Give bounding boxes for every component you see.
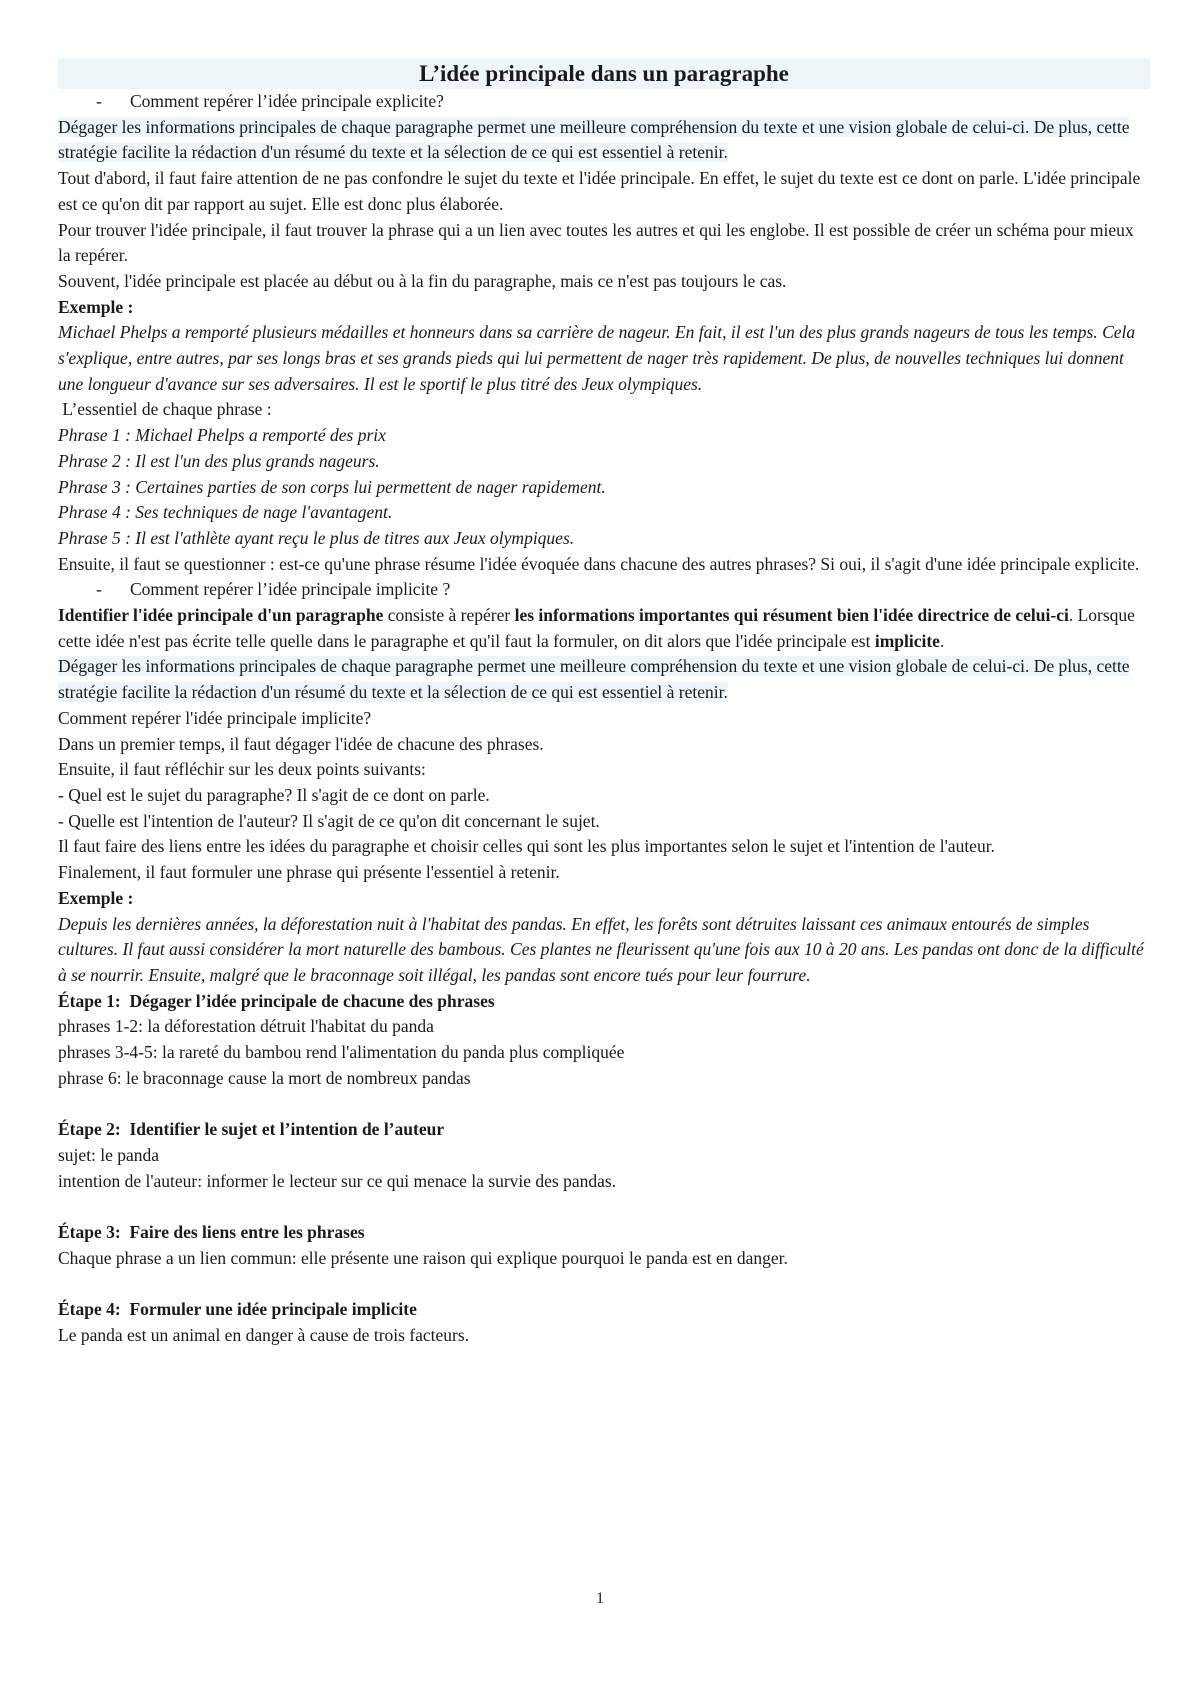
method-line: Il faut faire des liens entre les idées du paragraphe et choisir celles qui sont les plus importantes selon le sujet et l'intention de l'auteur.	[58, 836, 995, 857]
method-line: Comment repérer l'idée principale implicite?	[58, 707, 372, 728]
method-line: Dans un premier temps, il faut dégager l'idée de chacune des phrases.	[58, 733, 544, 754]
intro-paragraph-1: Dégager les informations principales de chaque paragraphe permet une meilleure compréhension du texte et une vision globale de celui-ci. De plus, cette stratégie facilite la rédaction d'un résumé du texte et la sélection de ce qui est essentiel à retenir.	[58, 116, 1130, 163]
method-line: - Quelle est l'intention de l'auteur? Il s'agit de ce qu'on dit concernant le sujet.	[58, 810, 600, 831]
question-implicite: - Comment repérer l’idée principale implicite ?	[96, 579, 451, 600]
phrase-item: Phrase 3 : Certaines parties de son corps lui permettent de nager rapidement.	[58, 476, 606, 497]
document-body	[58, 58, 1150, 1348]
example-label-1: Exemple :	[58, 296, 134, 317]
method-line: Finalement, il faut formuler une phrase qui présente l'essentiel à retenir.	[58, 862, 560, 883]
paragraph-identifier: Identifier l'idée principale d'un paragraphe consiste à repérer les informations importantes qui résument bien l'idée directrice de celui-ci. Lorsque cette idée n'est pas écrite telle quelle dans le paragraphe et qu'il faut la formuler, on dit alors que l'idée principale est implicite.	[58, 605, 1135, 651]
question-explicite: - Comment repérer l’idée principale explicite?	[96, 91, 444, 111]
page-number: 1	[596, 1590, 604, 1607]
etape-1-line: phrases 3-4-5: la rareté du bambou rend l'alimentation du panda plus compliquée	[58, 1042, 625, 1063]
paragraph-sujet: Tout d'abord, il faut faire attention de ne pas confondre le sujet du texte et l'idée principale. En effet, le sujet du texte est ce dont on parle. L'idée principale est ce qu'on dit par rapport au sujet. Elle est donc plus élaborée.	[58, 168, 1141, 214]
method-line: - Quel est le sujet du paragraphe? Il s'agit de ce dont on parle.	[58, 784, 490, 805]
etape-3-heading: Étape 3: Faire des liens entre les phrases	[58, 1221, 365, 1242]
essentiel-label: L’essentiel de chaque phrase :	[58, 399, 272, 420]
etape-3-line: Chaque phrase a un lien commun: elle présente une raison qui explique pourquoi le panda est en danger.	[58, 1247, 788, 1268]
example-text-phelps: Michael Phelps a remporté plusieurs médailles et honneurs dans sa carrière de nageur. En fait, il est l'un des plus grands nageurs de tous les temps. Cela s'explique, entre autres, par ses longs bras et ses grands pieds qui lui permettent de nager très rapidement. De plus, de nouvelles techniques lui donnent une longueur d'avance sur ses adversaires. Il est le sportif le plus titré des Jeux olympiques.	[58, 322, 1136, 394]
method-line: Ensuite, il faut réfléchir sur les deux points suivants:	[58, 759, 426, 780]
etape-1-line: phrases 1-2: la déforestation détruit l'habitat du panda	[58, 1016, 434, 1037]
phrase-item: Phrase 5 : Il est l'athlète ayant reçu le plus de titres aux Jeux olympiques.	[58, 527, 575, 548]
phrase-item: Phrase 2 : Il est l'un des plus grands nageurs.	[58, 450, 380, 471]
paragraph-position: Souvent, l'idée principale est placée au début ou à la fin du paragraphe, mais ce n'est pas toujours le cas.	[58, 270, 787, 291]
etape-2-line: intention de l'auteur: informer le lecteur sur ce qui menace la survie des pandas.	[58, 1170, 617, 1191]
etape-4-line: Le panda est un animal en danger à cause de trois facteurs.	[58, 1324, 470, 1345]
phrase-item: Phrase 4 : Ses techniques de nage l'avantagent.	[58, 502, 393, 523]
spacer	[58, 1271, 1150, 1297]
paragraph-trouver: Pour trouver l'idée principale, il faut trouver la phrase qui a un lien avec toutes les autres et qui les englobe. Il est possible de créer un schéma pour mieux la repérer.	[58, 219, 1134, 266]
document-title: L’idée principale dans un paragraphe	[58, 58, 1150, 89]
etape-1-heading: Étape 1: Dégager l’idée principale de chacune des phrases	[58, 990, 495, 1011]
etape-4-heading: Étape 4: Formuler une idée principale implicite	[58, 1299, 417, 1319]
example-label-2: Exemple :	[58, 887, 134, 908]
paragraph-questionner: Ensuite, il faut se questionner : est-ce qu'une phrase résume l'idée évoquée dans chacune des autres phrases? Si oui, il s'agit d'une idée principale explicite.	[58, 553, 1140, 574]
etape-2-heading: Étape 2: Identifier le sujet et l’intention de l’auteur	[58, 1119, 445, 1140]
intro-paragraph-2: Dégager les informations principales de chaque paragraphe permet une meilleure compréhension du texte et une vision globale de celui-ci. De plus, cette stratégie facilite la rédaction d'un résumé du texte et la sélection de ce qui est essentiel à retenir.	[58, 656, 1130, 703]
phrase-item: Phrase 1 : Michael Phelps a remporté des prix	[58, 425, 386, 446]
etape-1-line: phrase 6: le braconnage cause la mort de nombreux pandas	[58, 1067, 471, 1088]
spacer	[58, 1194, 1150, 1220]
etape-2-line: sujet: le panda	[58, 1144, 160, 1165]
example-text-pandas: Depuis les dernières années, la déforestation nuit à l'habitat des pandas. En effet, les forêts sont détruites laissant ces animaux entourés de simples cultures. Il faut aussi considérer la mort naturelle des bambous. Ces plantes ne fleurissent qu'une fois aux 10 à 20 ans. Les pandas ont donc de la difficulté à se nourrir. Ensuite, malgré que le braconnage soit illégal, les pandas sont encore tués pour leur fourrure.	[58, 913, 1144, 985]
spacer	[58, 1091, 1150, 1117]
